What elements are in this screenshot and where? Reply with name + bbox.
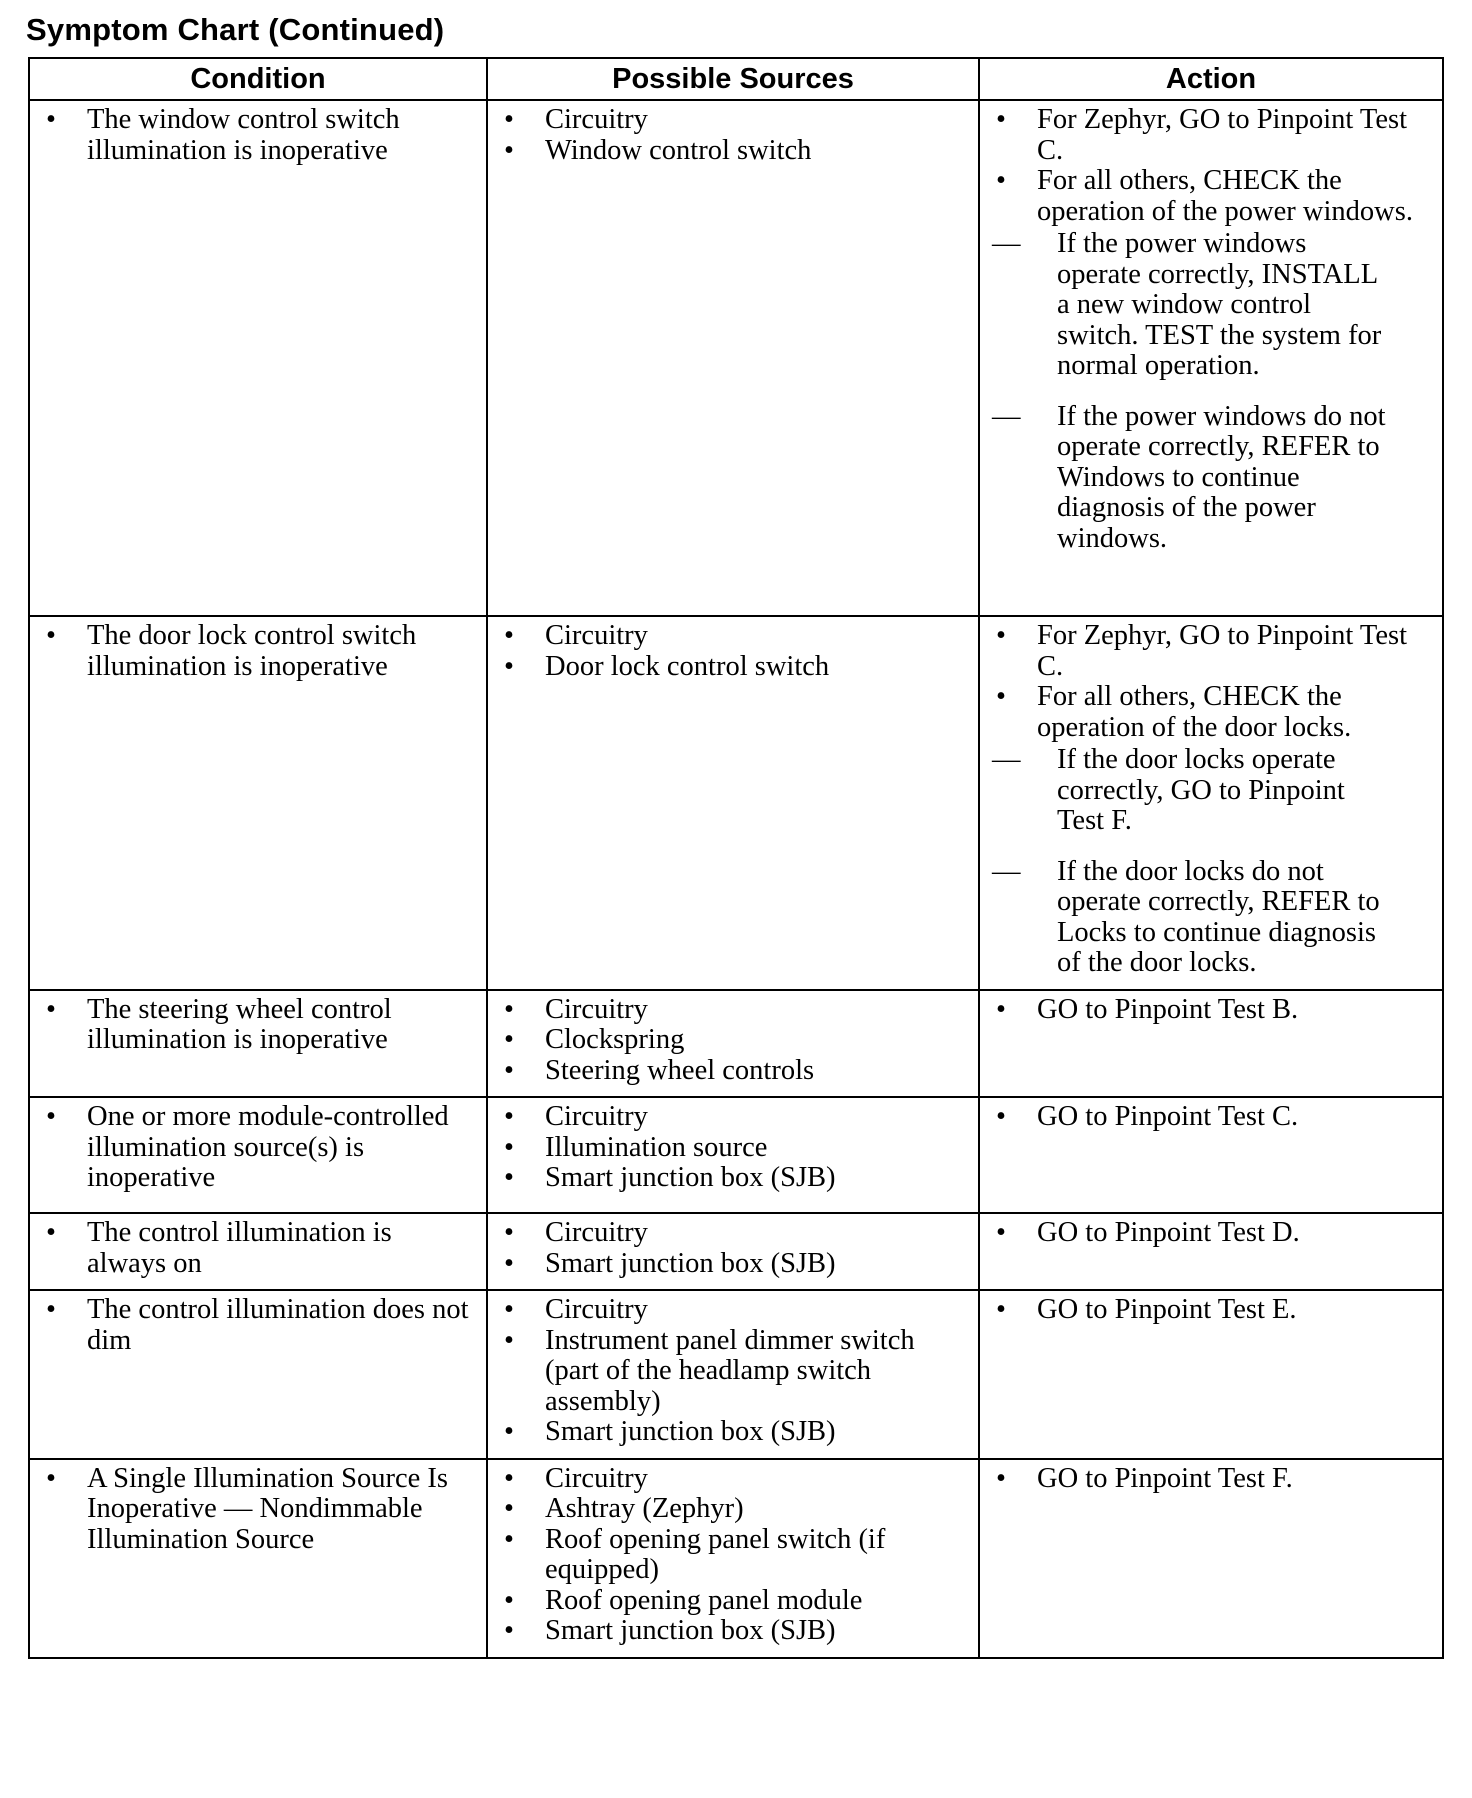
action-item (992, 621, 1432, 682)
condition-item: • The control illumination is always on (42, 1218, 476, 1279)
source-item: • Circuitry (500, 995, 968, 1026)
actions-list (992, 1464, 1432, 1495)
page-title: Symptom Chart (Continued) (26, 12, 445, 47)
table-row (29, 1097, 1443, 1213)
action-cell (979, 1290, 1443, 1459)
sources-list (500, 1102, 968, 1194)
source-item: • Circuitry (500, 621, 968, 652)
action-text: For all others, CHECK the operation of the power windows. (1037, 165, 1413, 227)
condition-list (42, 995, 476, 1056)
source-item: • Instrument panel dimmer switch (part of the headlamp switch assembly) (500, 1326, 968, 1418)
action-text: For Zephyr, GO to Pinpoint Test C. (1037, 620, 1407, 682)
condition-item: • The steering wheel control illumination is inoperative (42, 995, 476, 1056)
table-row (29, 990, 1443, 1098)
action-text: For Zephyr, GO to Pinpoint Test C. (1037, 104, 1407, 166)
source-item: • Smart junction box (SJB) (500, 1249, 968, 1280)
condition-item: • The window control switch illumination is inoperative (42, 105, 476, 166)
column-header-possible-sources: Possible Sources (487, 58, 979, 100)
source-item: • Smart junction box (SJB) (500, 1163, 968, 1194)
action-text: GO to Pinpoint Test F. (1037, 1462, 1293, 1494)
chart-body (29, 100, 1443, 1658)
action-item (992, 995, 1432, 1026)
actions-list (992, 1102, 1432, 1133)
condition-cell (29, 1097, 487, 1213)
source-item: • Circuitry (500, 1464, 968, 1495)
action-sub-text: — If the power windows operate correctly, INSTALL a new window control switch. TEST the system for normal operation. (1057, 228, 1382, 381)
table-row (29, 1213, 1443, 1290)
action-sub-text: — If the door locks do not operate correctly, REFER to Locks to continue diagnosis of the door locks. (1057, 855, 1380, 978)
source-item: • Roof opening panel module (500, 1586, 968, 1617)
condition-cell (29, 1213, 487, 1290)
action-sub-list (992, 745, 1432, 979)
possible-sources-cell (487, 1213, 979, 1290)
condition-list (42, 1102, 476, 1194)
action-text: GO to Pinpoint Test E. (1037, 1294, 1297, 1325)
action-text: GO to Pinpoint Test C. (1037, 1101, 1299, 1132)
action-sub-list (992, 229, 1432, 554)
table-row (29, 1459, 1443, 1658)
possible-sources-cell (487, 990, 979, 1098)
sources-list (500, 1464, 968, 1647)
action-cell (979, 616, 1443, 990)
condition-item: • The control illumination does not dim (42, 1295, 476, 1356)
actions-list (992, 621, 1432, 979)
possible-sources-cell (487, 100, 979, 616)
sources-list (500, 621, 968, 682)
condition-item: • A Single Illumination Source Is Inoperative — Nondimmable Illumination Source (42, 1464, 476, 1556)
action-item (992, 1464, 1432, 1495)
actions-list (992, 995, 1432, 1026)
action-sub-item (992, 229, 1387, 382)
source-item: • Circuitry (500, 1218, 968, 1249)
condition-cell (29, 1290, 487, 1459)
table-row (29, 1290, 1443, 1459)
condition-list (42, 1218, 476, 1279)
condition-cell (29, 616, 487, 990)
actions-list (992, 105, 1432, 554)
action-item (992, 682, 1432, 979)
action-item (992, 1295, 1432, 1326)
actions-list (992, 1295, 1432, 1326)
condition-list (42, 105, 476, 166)
action-sub-text: — If the door locks operate correctly, GO to Pinpoint Test F. (1057, 744, 1345, 836)
source-item: • Circuitry (500, 1295, 968, 1326)
source-item: • Circuitry (500, 1102, 968, 1133)
possible-sources-cell (487, 1097, 979, 1213)
column-header-condition: Condition (29, 58, 487, 100)
source-item: • Window control switch (500, 136, 968, 167)
table-row (29, 100, 1443, 616)
action-item (992, 1102, 1432, 1133)
possible-sources-cell (487, 1290, 979, 1459)
table-row (29, 616, 1443, 990)
action-cell (979, 1213, 1443, 1290)
source-item: • Ashtray (Zephyr) (500, 1494, 968, 1525)
source-item: • Door lock control switch (500, 652, 968, 683)
possible-sources-cell (487, 616, 979, 990)
action-sub-text: — If the power windows do not operate correctly, REFER to Windows to continue diagnosis of the power windows. (1057, 400, 1386, 554)
condition-item: • One or more module-controlled illumination source(s) is inoperative (42, 1102, 476, 1194)
condition-list (42, 621, 476, 682)
action-cell (979, 990, 1443, 1098)
symptom-chart-table (28, 57, 1444, 1659)
source-item: • Roof opening panel switch (if equipped) (500, 1525, 968, 1586)
condition-list (42, 1295, 476, 1356)
condition-list (42, 1464, 476, 1556)
action-cell (979, 1097, 1443, 1213)
condition-cell (29, 990, 487, 1098)
condition-cell (29, 100, 487, 616)
action-text: GO to Pinpoint Test B. (1037, 993, 1299, 1025)
source-item: • Illumination source (500, 1133, 968, 1164)
action-sub-item (992, 745, 1387, 837)
source-item: • Smart junction box (SJB) (500, 1417, 968, 1448)
sources-list (500, 105, 968, 166)
condition-cell (29, 1459, 487, 1658)
action-sub-item (992, 402, 1387, 555)
action-cell (979, 1459, 1443, 1658)
column-header-action: Action (979, 58, 1443, 100)
action-text: For all others, CHECK the operation of the door locks. (1037, 681, 1352, 743)
source-item: • Circuitry (500, 105, 968, 136)
header-row (29, 58, 1443, 100)
source-item: • Steering wheel controls (500, 1056, 968, 1087)
source-item: • Smart junction box (SJB) (500, 1616, 968, 1647)
condition-item: • The door lock control switch illumination is inoperative (42, 621, 476, 682)
action-text: GO to Pinpoint Test D. (1037, 1217, 1300, 1248)
action-item (992, 166, 1432, 554)
action-sub-item (992, 857, 1387, 979)
actions-list (992, 1218, 1432, 1249)
action-item (992, 105, 1432, 166)
action-item (992, 1218, 1432, 1249)
possible-sources-cell (487, 1459, 979, 1658)
sources-list (500, 1295, 968, 1448)
sources-list (500, 1218, 968, 1279)
action-cell (979, 100, 1443, 616)
source-item: • Clockspring (500, 1025, 968, 1056)
sources-list (500, 995, 968, 1087)
